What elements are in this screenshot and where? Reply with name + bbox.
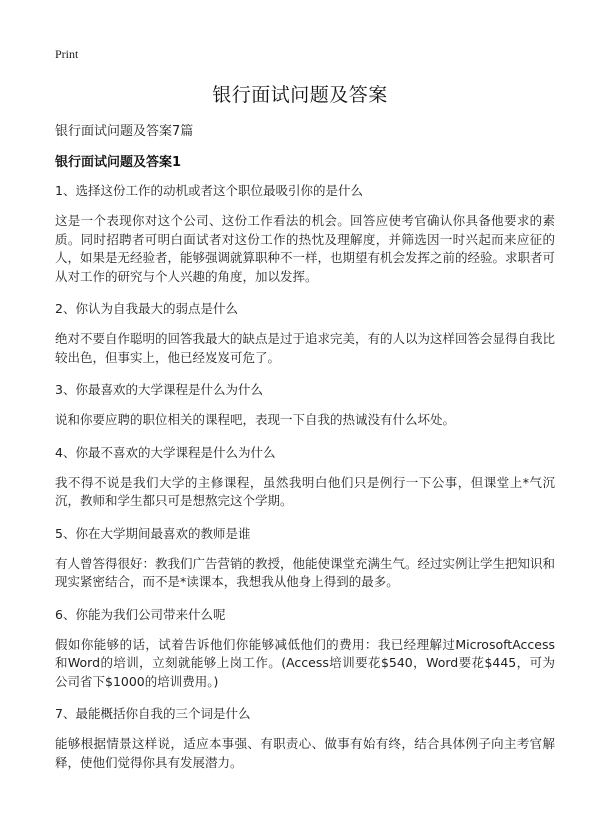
- answer-6: 假如你能够的话，试着告诉他们你能够减低他们的费用：我已经理解过MicrosoftAccess 和Word的培训，立刻就能够上岗工作。(Access培训要花$540，Word要花$445，可为公司省下$1000的培训费用。): [55, 636, 555, 689]
- document-subtitle: 银行面试问题及答案7篇: [55, 124, 194, 139]
- question-2: 2、你认为自我最大的弱点是什么: [55, 301, 238, 316]
- qa-item-1: [55, 182, 555, 286]
- qa-item-7: [55, 705, 555, 772]
- answer-7: 能够根据情景这样说，适应本事强、有职责心、做事有始有终，结合具体例子向主考官解释，使他们觉得你具有发展潜力。: [55, 736, 555, 770]
- question-7: 7、最能概括你自我的三个词是什么: [55, 706, 251, 721]
- answer-2: 绝对不要自作聪明的回答我最大的缺点是过于追求完美，有的人以为这样回答会显得自我比较出色，但事实上，他已经岌岌可危了。: [55, 331, 556, 365]
- question-1: 1、选择这份工作的动机或者这个职位最吸引你的是什么: [55, 183, 363, 198]
- question-6: 6、你能为我们公司带来什么呢: [55, 606, 226, 622]
- answer-3: 说和你要应聘的职位相关的课程吧，表现一下自我的热诚没有什么坏处。: [55, 412, 456, 427]
- qa-item-4: [55, 444, 555, 511]
- answer-1: 这是一个表现你对这个公司、这份工作看法的机会。回答应使考官确认你具备他要求的素质。同时招聘者可明白面试者对这份工作的热忱及理解度，并筛选因一时兴起而来应征的人，如果是无经验者，能够强调就算职种不一样，也期望有机会发挥之前的经验。求职者可从对工作的研究与个人兴趣的角度，加以发挥。: [55, 213, 556, 284]
- answer-4: 我不得不说是我们大学的主修课程，虽然我明白他们只是例行一下公事，但课堂上*气沉沉，教师和学生都只可是想熬完这个学期。: [55, 474, 555, 508]
- qa-list: [55, 182, 555, 786]
- answer-5: 有人曾答得很好：教我们广告营销的教授，他能使课堂充满生气。经过实例让学生把知识和现实紧密结合，而不是*读课本，我想我从他身上得到的最多。: [55, 555, 556, 589]
- qa-item-2: [55, 300, 555, 367]
- document-title: 银行面试问题及答案: [212, 84, 388, 106]
- question-3: 3、你最喜欢的大学课程是什么为什么: [55, 382, 263, 397]
- section-heading: 银行面试问题及答案1: [55, 155, 182, 170]
- qa-item-6: [55, 606, 555, 692]
- qa-item-3: [55, 381, 555, 430]
- question-5: 5、你在大学期间最喜欢的教师是谁: [55, 525, 251, 541]
- qa-item-5: [55, 525, 555, 592]
- question-4: 4、你最不喜欢的大学课程是什么为什么: [55, 444, 276, 460]
- print-label: Print: [55, 47, 79, 61]
